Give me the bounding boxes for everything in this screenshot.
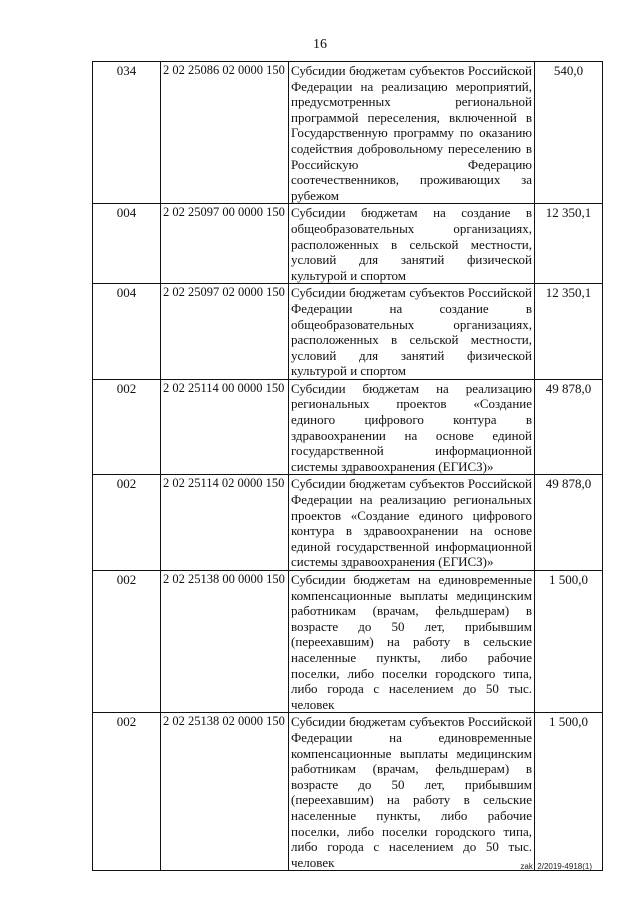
description-cell: Субсидии бюджетам субъектов Российской Федерации на реализацию мероприятий, предусмотренных региональной программой переселения, включенной в Государственную программу по оказанию содействия добровольному переселению в Российскую Федерацию соотечественников, проживающих за рубежом — [289, 62, 535, 204]
table-row — [93, 571, 603, 713]
admin-code-cell: 034 — [93, 62, 161, 204]
amount-cell: 49 878,0 — [535, 475, 603, 571]
admin-code-cell: 002 — [93, 379, 161, 475]
budget-code-cell: 2 02 25138 02 0000 150 — [161, 713, 289, 871]
admin-code-cell: 002 — [93, 475, 161, 571]
amount-cell: 12 350,1 — [535, 204, 603, 284]
admin-code-cell: 002 — [93, 713, 161, 871]
amount-cell: 1 500,0 — [535, 713, 603, 871]
description-cell: Субсидии бюджетам на реализацию региональных проектов «Создание единого цифрового контура в здравоохранении на основе единой государственной информационной системы здравоохранения (ЕГИСЗ)» — [289, 379, 535, 475]
description-cell: Субсидии бюджетам субъектов Российской Федерации на единовременные компенсационные выплаты медицинским работникам (врачам, фельдшерам) в возрасте до 50 лет, прибывшим (переехавшим) на работу в сельские населенные пункты, либо рабочие поселки, либо поселки городского типа, либо города с населением до 50 тыс. человек — [289, 713, 535, 871]
table-row — [93, 379, 603, 475]
table-row — [93, 713, 603, 871]
budget-code-cell: 2 02 25097 00 0000 150 — [161, 204, 289, 284]
description-cell: Субсидии бюджетам субъектов Российской Федерации на реализацию региональных проектов «Создание единого цифрового контура в здравоохранении на основе единой государственной информационной системы здравоохранения (ЕГИСЗ)» — [289, 475, 535, 571]
table-row — [93, 475, 603, 571]
description-cell: Субсидии бюджетам на единовременные компенсационные выплаты медицинским работникам (врачам, фельдшерам) в возрасте до 50 лет, прибывшим (переехавшим) на работу в сельские населенные пункты, либо рабочие поселки, либо поселки городского типа, либо города с населением до 50 тыс. человек — [289, 571, 535, 713]
admin-code-cell: 004 — [93, 284, 161, 380]
budget-code-cell: 2 02 25114 00 0000 150 — [161, 379, 289, 475]
description-cell: Субсидии бюджетам на создание в общеобразовательных организациях, расположенных в сельской местности, условий для занятий физической культурой и спортом — [289, 204, 535, 284]
amount-cell: 1 500,0 — [535, 571, 603, 713]
document-footer-code: zak_2/2019-4918(1) — [520, 862, 592, 871]
budget-code-cell: 2 02 25138 00 0000 150 — [161, 571, 289, 713]
budget-code-cell: 2 02 25086 02 0000 150 — [161, 62, 289, 204]
admin-code-cell: 002 — [93, 571, 161, 713]
amount-cell: 540,0 — [535, 62, 603, 204]
page-number: 16 — [313, 37, 327, 52]
amount-cell: 12 350,1 — [535, 284, 603, 380]
budget-code-cell: 2 02 25097 02 0000 150 — [161, 284, 289, 380]
table-row — [93, 204, 603, 284]
table-row — [93, 62, 603, 204]
budget-revenue-table — [92, 61, 603, 871]
budget-code-cell: 2 02 25114 02 0000 150 — [161, 475, 289, 571]
description-cell: Субсидии бюджетам субъектов Российской Федерации на создание в общеобразовательных организациях, расположенных в сельской местности, условий для занятий физической культурой и спортом — [289, 284, 535, 380]
table-row — [93, 284, 603, 380]
amount-cell: 49 878,0 — [535, 379, 603, 475]
admin-code-cell: 004 — [93, 204, 161, 284]
